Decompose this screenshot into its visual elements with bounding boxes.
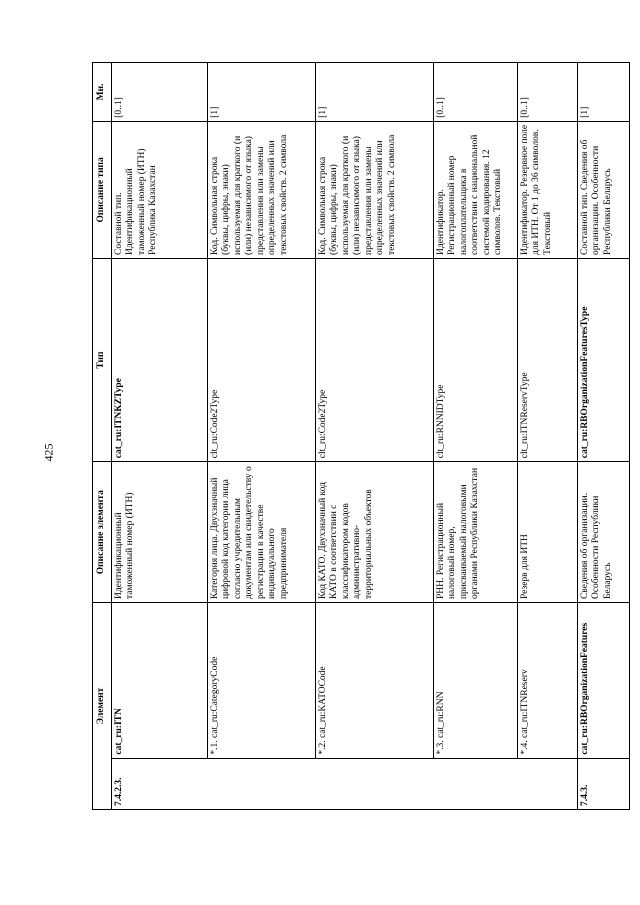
document-table bbox=[92, 62, 613, 810]
element-name: cat_ru:ITN bbox=[111, 603, 207, 759]
element-name bbox=[517, 603, 577, 759]
header-element: Элемент bbox=[93, 603, 112, 810]
row-indent bbox=[517, 758, 577, 809]
type-description: Составной тип. Сведения об организации. Особенности Республики Беларусь bbox=[577, 121, 629, 258]
element-description: Резерв для ИТН bbox=[517, 462, 577, 603]
type-description: Идентификатор. Регистрационный номер налогоплательщика в соответствии с национальной системой кодирования. 12 символов. Текстовый bbox=[433, 121, 517, 258]
element-name-text: cat_ru:CategoryCode bbox=[209, 656, 220, 738]
element-description: РНН. Регистрационный налоговый номер, присваиваемый налоговыми органами Республики Казахстан bbox=[433, 462, 517, 603]
element-name-text: cat_ru:RNN bbox=[435, 691, 446, 738]
row-indent bbox=[315, 758, 433, 809]
header-type-desc: Описание типа bbox=[93, 121, 112, 258]
multiplicity: [1] bbox=[315, 63, 433, 122]
element-description: Код КАТО. Двухзначный код КАТО в соответствии с классификатором кодов административно-территориальных объектов bbox=[315, 462, 433, 603]
table-row bbox=[517, 63, 577, 810]
element-type: clt_ru:RNNIDType bbox=[433, 258, 517, 461]
table-header-row bbox=[93, 63, 112, 810]
table-row bbox=[207, 63, 315, 810]
element-name-text: cat_ru:ITNReserv bbox=[519, 669, 530, 738]
element-description: Идентификационный таможенный номер (ИТН) bbox=[111, 462, 207, 603]
header-multiplicity: Мн. bbox=[93, 63, 112, 122]
row-number: *.1. bbox=[209, 740, 220, 755]
page-number: 425 bbox=[41, 443, 56, 462]
table-row bbox=[577, 63, 629, 810]
multiplicity: [0..1] bbox=[433, 63, 517, 122]
row-indent bbox=[433, 758, 517, 809]
element-name: cat_ru:RBOrganizationFeatures bbox=[577, 603, 629, 759]
row-number: *.3. bbox=[435, 740, 446, 755]
element-description: Категория лица. Двухзначный цифровой код категории лица согласно учредительным документам или свидетельству о регистрации в качестве индивидуального предпринимателя bbox=[207, 462, 315, 603]
element-name bbox=[207, 603, 315, 759]
row-number: 7.4.3. bbox=[577, 758, 629, 809]
header-element-desc: Описание элемента bbox=[93, 462, 112, 603]
type-description: Составной тип. Идентификационный таможенный номер (ИТН) Республика Казахстан bbox=[111, 121, 207, 258]
multiplicity: [0..1] bbox=[111, 63, 207, 122]
element-name bbox=[315, 603, 433, 759]
element-type: cat_ru:RBOrganizationFeaturesType bbox=[577, 258, 629, 461]
header-type: Тип bbox=[93, 258, 112, 461]
element-type: cat_ru:ITNKZType bbox=[111, 258, 207, 461]
element-name bbox=[433, 603, 517, 759]
row-number: *.2. bbox=[317, 740, 328, 755]
table-row bbox=[315, 63, 433, 810]
multiplicity: [0..1] bbox=[517, 63, 577, 122]
element-type: clt_ru:Code2Type bbox=[315, 258, 433, 461]
table-row bbox=[433, 63, 517, 810]
row-indent bbox=[207, 758, 315, 809]
element-type: clt_ru:ITNReservType bbox=[517, 258, 577, 461]
type-description: Код. Символьная строка (буквы, цифры, знаки) используемая для краткого (и (или) независимого от языка) представления или замены определенных значений или текстовых свойств. 2 символа bbox=[207, 121, 315, 258]
multiplicity: [1] bbox=[207, 63, 315, 122]
element-name-text: cat_ru:KATOCode bbox=[317, 666, 328, 738]
element-type: clt_ru:Code2Type bbox=[207, 258, 315, 461]
table-row bbox=[111, 63, 207, 810]
element-description: Сведения об организации. Особенности Республики Беларусь bbox=[577, 462, 629, 603]
type-description: Код. Символьная строка (буквы, цифры, знаки) используемая для краткого (и (или) независимого от языка) представления или замены определенных значений или текстовых свойств. 2 символа bbox=[315, 121, 433, 258]
row-number: *.4. bbox=[519, 740, 530, 755]
multiplicity: [1] bbox=[577, 63, 629, 122]
row-number: 7.4.2.3. bbox=[111, 758, 207, 809]
type-description: Идентификатор. Резервное поле для ИТН. От 1 до 36 символов. Текстовый bbox=[517, 121, 577, 258]
